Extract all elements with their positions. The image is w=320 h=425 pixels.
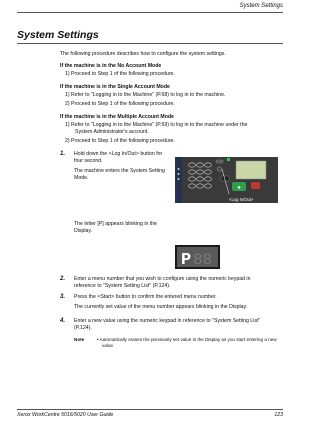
led-display-illustration (175, 245, 220, 274)
mode-item: 1) Proceed to Step 1 of the following procedure. (65, 71, 175, 77)
mode-heading: If the machine is in the No Account Mode (60, 63, 162, 69)
page-number: 123 (274, 412, 283, 418)
footer-title: Xerox WorkCentre 5016/5020 User Guide (17, 412, 114, 418)
figure-caption (229, 197, 254, 207)
header-rule (17, 12, 283, 13)
note-text: • Automatically erases the previously set value in the Display as you start entering a new (97, 337, 277, 342)
step-text: Hold down the <Log In/Out> button for (74, 151, 163, 157)
led-display-graphic (175, 245, 220, 269)
svg-text:88: 88 (193, 251, 213, 269)
step-text: four second. (74, 158, 103, 164)
mode-heading: If the machine is in the Multiple Account Mode (60, 114, 174, 120)
step-text: (P.124). (74, 325, 92, 331)
mode-item: 1) Refer to "Logging in to the Machine" (P.68) to log in to the machine. (65, 92, 226, 98)
step-text: reference to "System Setting List" (P.124). (74, 283, 171, 289)
step-text: Enter a new value using the numeric keypad in reference to "System Setting List" (74, 318, 261, 324)
step-subtext: The machine enters the System Setting (74, 168, 165, 174)
control-panel-graphic (175, 157, 278, 203)
title-rule (17, 43, 283, 44)
step-subtext: The currently set value of the menu number appears blinking in the Display. (74, 304, 248, 310)
figure-caption-line: button (233, 202, 245, 207)
step-subtext: Mode. (74, 175, 89, 181)
step-subtext: The letter [P] appears blinking in the (74, 221, 158, 227)
page-title: System Settings (17, 29, 99, 41)
figure-caption-line: <Log In/Out> (229, 197, 254, 202)
intro-text: The following procedure describes how to configure the system settings. (60, 51, 226, 57)
mode-item: 1) Refer to "Logging in to the Machine" (P.69) to log in to the machine under the (65, 122, 248, 128)
svg-text:◆: ◆ (237, 184, 241, 190)
mode-heading: If the machine is in the Single Account Mode (60, 84, 170, 90)
step-number: 1. (60, 151, 66, 157)
step-number: 2. (60, 276, 66, 282)
running-header: System Settings (239, 3, 283, 9)
svg-text:P: P (181, 251, 192, 269)
note-label: Note (74, 337, 85, 342)
step-text: Enter a menu number that you wish to configure using the numeric keypad in (74, 276, 251, 282)
mode-item: System Administrator's account. (75, 129, 149, 135)
step-text: Press the <Start> button to confirm the entered menu number. (74, 294, 217, 300)
step-subtext: Display. (74, 228, 93, 234)
mode-item: 2) Proceed to Step 1 of the following procedure. (65, 101, 175, 107)
note-text: value. (102, 343, 115, 348)
step-number: 4. (60, 318, 66, 324)
step-number: 3. (60, 294, 66, 300)
footer-rule (17, 409, 283, 410)
control-panel-illustration (175, 157, 278, 203)
mode-item: 2) Proceed to Step 1 of the following procedure. (65, 138, 175, 144)
